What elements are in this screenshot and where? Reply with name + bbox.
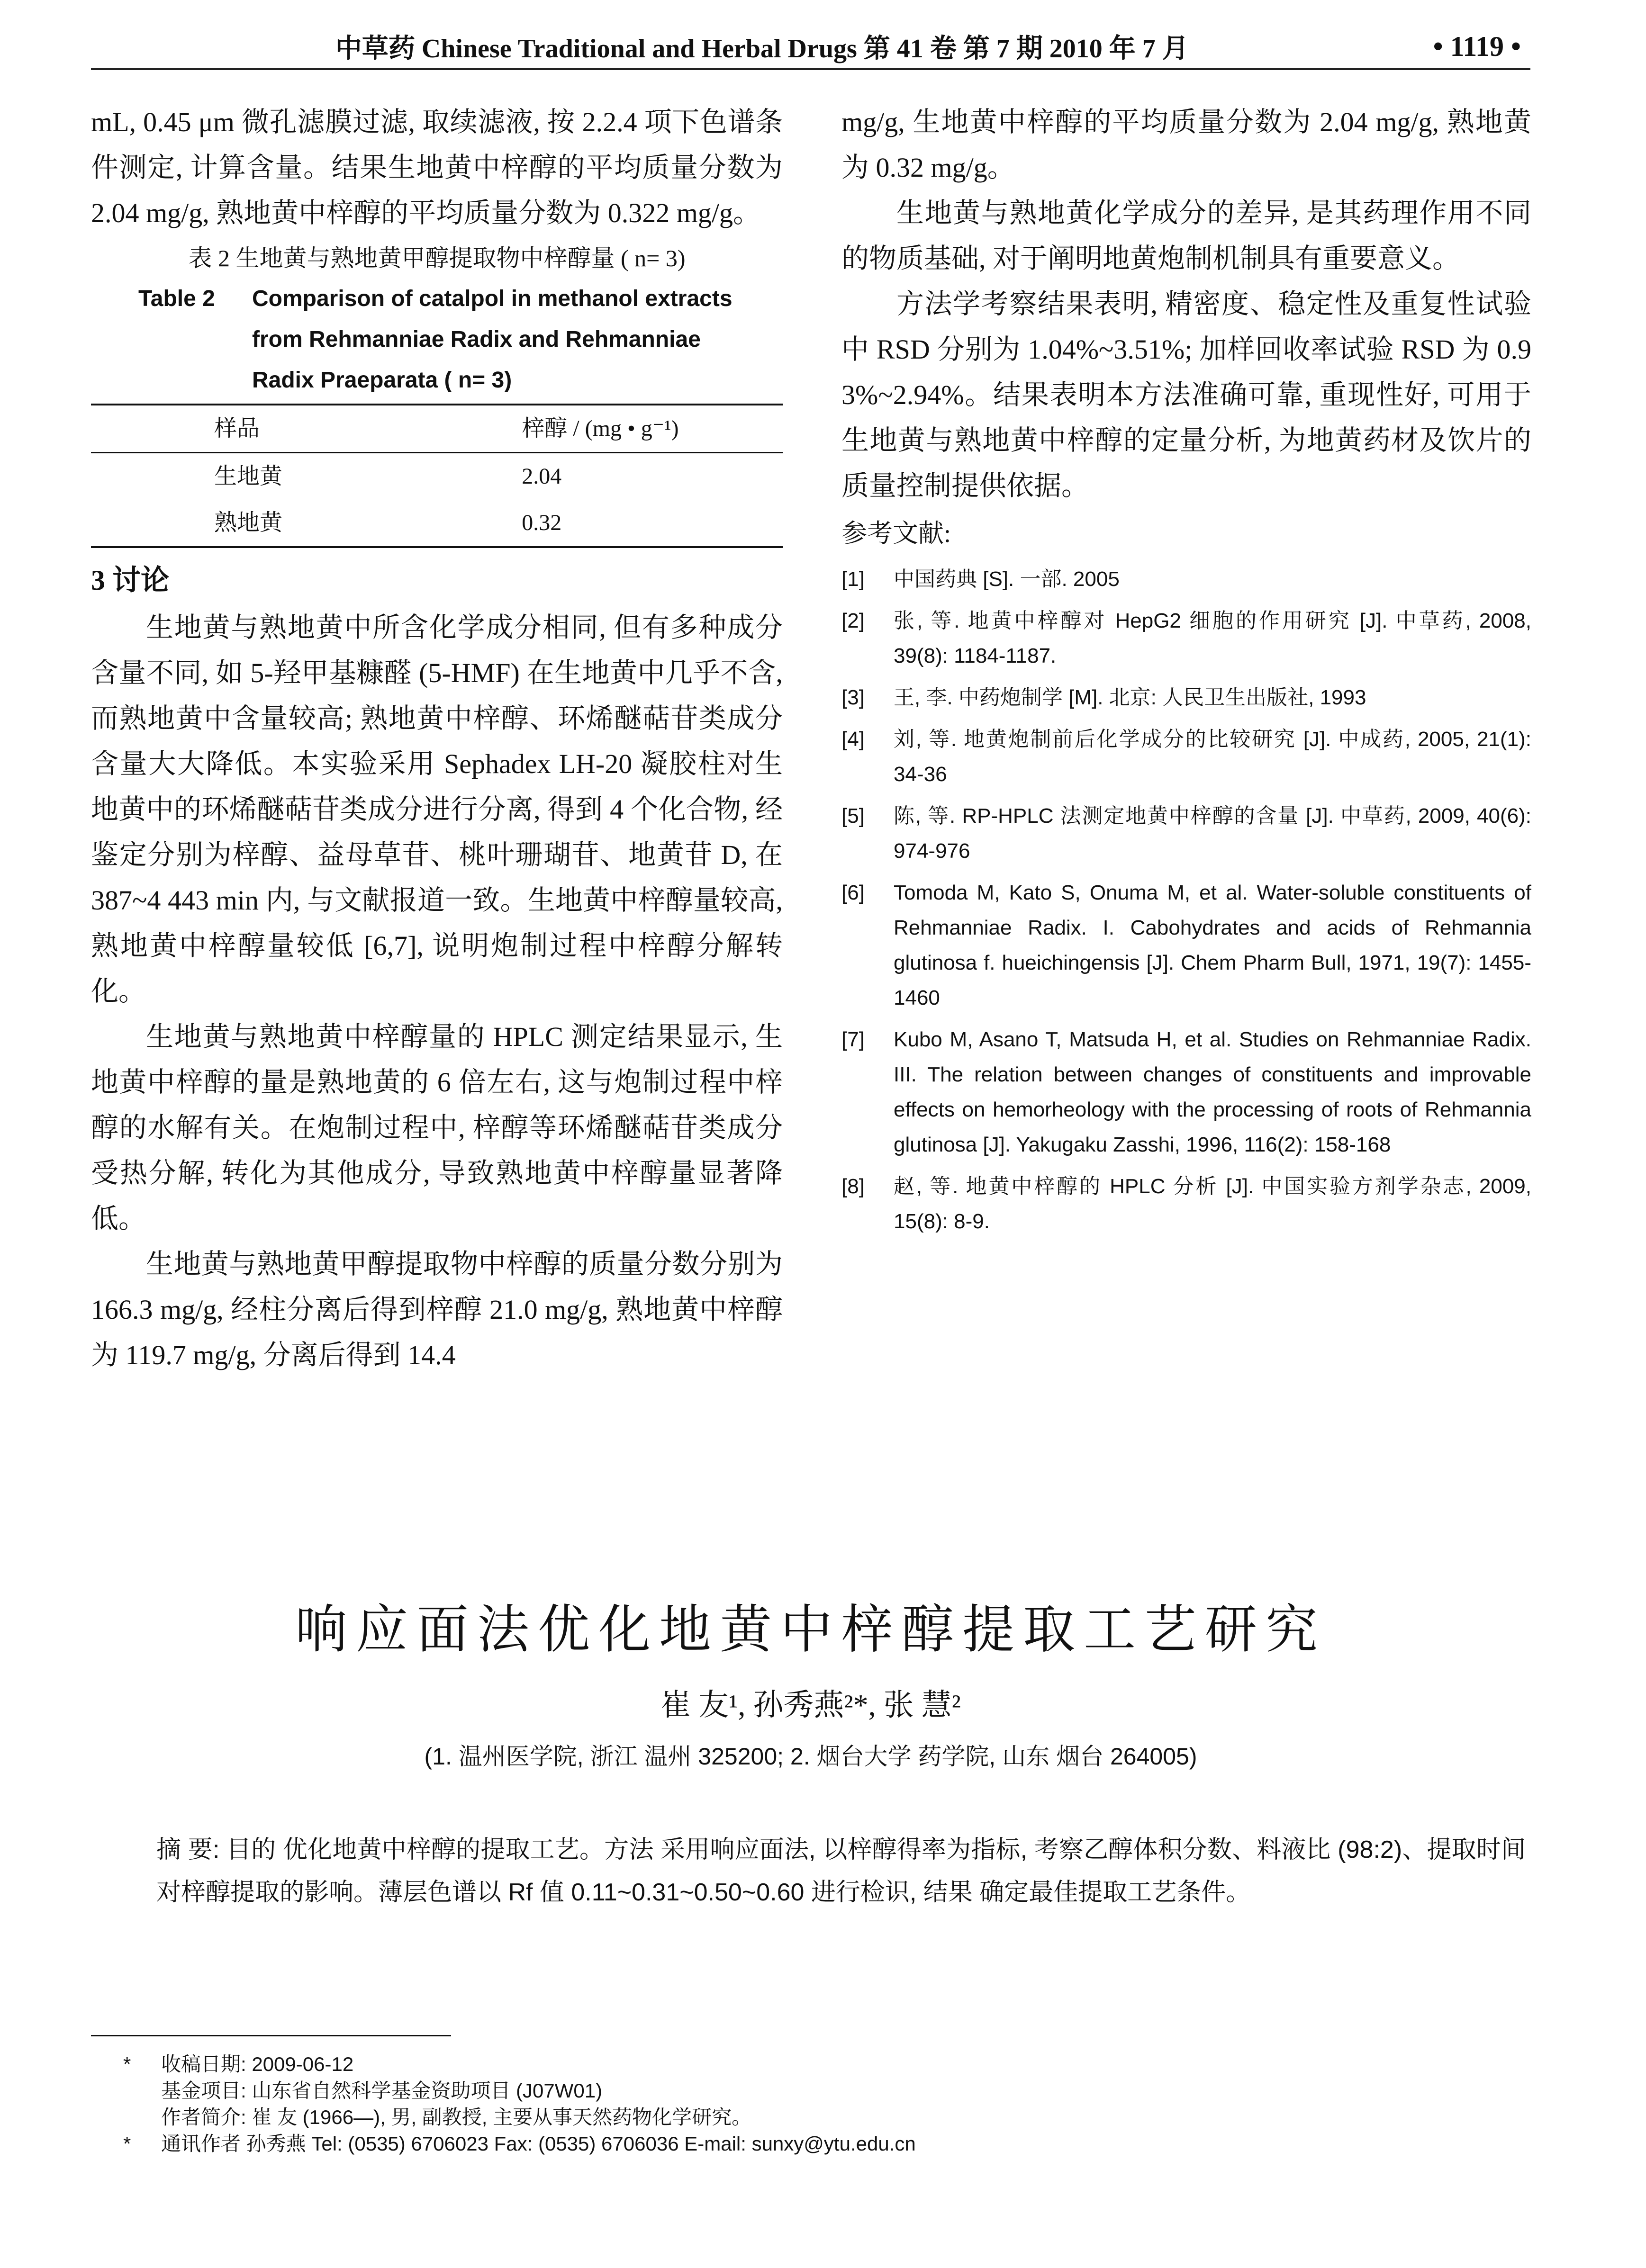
reference-text: Kubo M, Asano T, Matsuda H, et al. Studies on Rehmanniae Radix. III. The relation between changes of constituents and improvable effects on hemorheology with the processing of roots of Rehmannia glutinosa [J]. Yakugaku Zasshi, 1996, 116(2): 158-168 xyxy=(894,1028,1531,1156)
reference-item xyxy=(841,1169,1531,1239)
footnote-text: 收稿日期: 2009-06-12 xyxy=(161,2053,354,2075)
table-cell-value: 2.04 xyxy=(522,464,562,489)
right-paragraph-2: 生地黄与熟地黄化学成分的差异, 是其药理作用不同的物质基础, 对于阐明地黄炮制机制具有重要意义。 xyxy=(841,198,1531,274)
reference-number: [6] xyxy=(841,881,865,904)
right-paragraph-1: mg/g, 生地黄中梓醇的平均质量分数为 2.04 mg/g, 熟地黄为 0.32 mg/g。 xyxy=(841,107,1531,183)
article-affiliation: (1. 温州医学院, 浙江 温州 325200; 2. 烟台大学 药学院, 山东 烟台 264005) xyxy=(424,1743,1197,1770)
footnote-mark xyxy=(123,2104,161,2131)
footnote-divider xyxy=(91,2035,451,2036)
right-column xyxy=(841,99,1531,1246)
footnote-text: 作者简介: 崔 友 (1966—), 男, 副教授, 主要从事天然药物化学研究。 xyxy=(161,2106,752,2128)
reference-number: [1] xyxy=(841,567,865,591)
table-2 xyxy=(91,404,783,548)
reference-text: Tomoda M, Kato S, Onuma M, et al. Water-soluble constituents of Rehmanniae Radix. I. Cabohydrates and acids of Rehmannia glutinosa f. hueichingensis [J]. Chem Pharm Bull, 1971, 19(7): 1455-1460 xyxy=(894,881,1531,1009)
references-heading: 参考文献: xyxy=(841,519,951,548)
footnote-text: 基金项目: 山东省自然科学基金资助项目 (J07W01) xyxy=(161,2079,603,2102)
article-abstract: 摘 要: 目的 优化地黄中梓醇的提取工艺。方法 采用响应面法, 以梓醇得率为指标, 考察乙醇体积分数、料液比 (98:2)、提取时间对梓醇提取的影响。薄层色谱以 Rf 值 0.11~0.31~0.50~0.60 进行检识, 结果 确定最佳提取工艺条件。 xyxy=(156,1836,1526,1906)
table-2-caption-text: Comparison of catalpol in methanol extracts from Rehmanniae Radix and Rehmanniae Radix Praeparata ( n= 3) xyxy=(252,286,733,393)
reference-item xyxy=(841,680,1531,715)
footnote-mark: * xyxy=(123,2053,131,2075)
reference-text: 张, 等. 地黄中梓醇对 HepG2 细胞的作用研究 [J]. 中草药, 2008, 39(8): 1184-1187. xyxy=(894,609,1531,667)
reference-number: [2] xyxy=(841,609,865,632)
footnote-text: 通讯作者 孙秀燕 Tel: (0535) 6706023 Fax: (0535) 6706036 E-mail: sunxy@ytu.edu.cn xyxy=(161,2133,916,2155)
left-paragraph-4: 生地黄与熟地黄甲醇提取物中梓醇的质量分数分别为 166.3 mg/g, 经柱分离后得到梓醇 21.0 mg/g, 熟地黄中梓醇为 119.7 mg/g, 分离后得到 14.4 xyxy=(91,1249,783,1370)
page-number: • 1119 • xyxy=(1433,30,1521,62)
reference-list xyxy=(841,562,1531,1239)
footnote-mark: * xyxy=(123,2133,131,2155)
table-2-label: Table 2 xyxy=(138,286,215,311)
running-header xyxy=(91,25,1530,70)
article-authors: 崔 友¹, 孙秀燕²*, 张 慧² xyxy=(660,1688,961,1722)
table-header-sample: 样品 xyxy=(91,405,342,453)
reference-number: [7] xyxy=(841,1028,865,1051)
reference-number: [5] xyxy=(841,804,865,828)
footnote-item xyxy=(123,2104,1497,2131)
table-header-catalpol: 梓醇 / (mg • g⁻¹) xyxy=(342,405,783,453)
table-2-caption-cn: 表 2 生地黄与熟地黄甲醇提取物中梓醇量 ( n= 3) xyxy=(188,245,686,271)
reference-item xyxy=(841,875,1531,1016)
left-paragraph-3: 生地黄与熟地黄中梓醇量的 HPLC 测定结果显示, 生地黄中梓醇的量是熟地黄的 6 倍左右, 这与炮制过程中梓醇的水解有关。在炮制过程中, 梓醇等环烯醚萜苷类成分受热分解, 转化为其他成分, 导致熟地黄中梓醇量显著降低。 xyxy=(91,1021,783,1234)
left-column xyxy=(91,99,783,1378)
journal-header: 中草药 Chinese Traditional and Herbal Drugs 第 41 卷 第 7 期 2010 年 7 月 xyxy=(335,34,1189,63)
left-paragraph-2: 生地黄与熟地黄中所含化学成分相同, 但有多种成分含量不同, 如 5-羟甲基糠醛 (5-HMF) 在生地黄中几乎不含, 而熟地黄中含量较高; 熟地黄中梓醇、环烯醚萜苷类成分含量大大降低。本实验采用 Sephadex LH-20 凝胶柱对生地黄中的环烯醚萜苷类成分进行分离, 得到 4 个化合物, 经鉴定分别为梓醇、益母草苷、桃叶珊瑚苷、地黄苷 D, 在 387~4 443 min 内, 与文献报道一致。生地黄中梓醇量较高, 熟地黄中梓醇量较低 [6,7], 说明炮制过程中梓醇分解转化。 xyxy=(91,612,783,1007)
footnote-item xyxy=(123,2131,1497,2157)
reference-item xyxy=(841,562,1531,597)
reference-item xyxy=(841,799,1531,869)
reference-item xyxy=(841,722,1531,792)
right-paragraph-3: 方法学考察结果表明, 精密度、稳定性及重复性试验中 RSD 分别为 1.04%~3.51%; 加样回收率试验 RSD 为 0.93%~2.94%。结果表明本方法准确可靠, 重现性好, 可用于生地黄与熟地黄中梓醇的定量分析, 为地黄药材及饮片的质量控制提供依据。 xyxy=(841,288,1531,501)
reference-number: [3] xyxy=(841,686,865,709)
table-cell-sample: 熟地黄 xyxy=(91,500,342,547)
reference-number: [4] xyxy=(841,728,865,751)
left-paragraph-1: mL, 0.45 μm 微孔滤膜过滤, 取续滤液, 按 2.2.4 项下色谱条件测定, 计算含量。结果生地黄中梓醇的平均质量分数为 2.04 mg/g, 熟地黄中梓醇的平均质量分数为 0.322 mg/g。 xyxy=(91,107,783,228)
table-2-caption-en xyxy=(91,279,783,401)
section-3-heading: 3 讨论 xyxy=(91,565,169,596)
reference-text: 刘, 等. 地黄炮制前后化学成分的比较研究 [J]. 中成药, 2005, 21(1): 34-36 xyxy=(894,728,1531,786)
article-title: 响应面法优化地黄中梓醇提取工艺研究 xyxy=(295,1601,1326,1659)
table-row xyxy=(91,500,783,547)
reference-item xyxy=(841,1022,1531,1162)
footnote-item xyxy=(123,2051,1497,2078)
table-row xyxy=(91,453,783,500)
footnote-item xyxy=(123,2078,1497,2104)
reference-text: 赵, 等. 地黄中梓醇的 HPLC 分析 [J]. 中国实验方剂学杂志, 2009, 15(8): 8-9. xyxy=(894,1175,1531,1233)
reference-number: [8] xyxy=(841,1175,865,1198)
footnotes xyxy=(123,2051,1497,2157)
table-cell-value: 0.32 xyxy=(342,500,783,547)
reference-text: 中国药典 [S]. 一部. 2005 xyxy=(894,567,1120,591)
reference-item xyxy=(841,603,1531,674)
table-cell-sample: 生地黄 xyxy=(214,464,283,489)
reference-text: 陈, 等. RP-HPLC 法测定地黄中梓醇的含量 [J]. 中草药, 2009, 40(6): 974-976 xyxy=(894,804,1531,863)
reference-text: 王, 李. 中药炮制学 [M]. 北京: 人民卫生出版社, 1993 xyxy=(894,686,1366,709)
footnote-mark xyxy=(123,2078,161,2104)
